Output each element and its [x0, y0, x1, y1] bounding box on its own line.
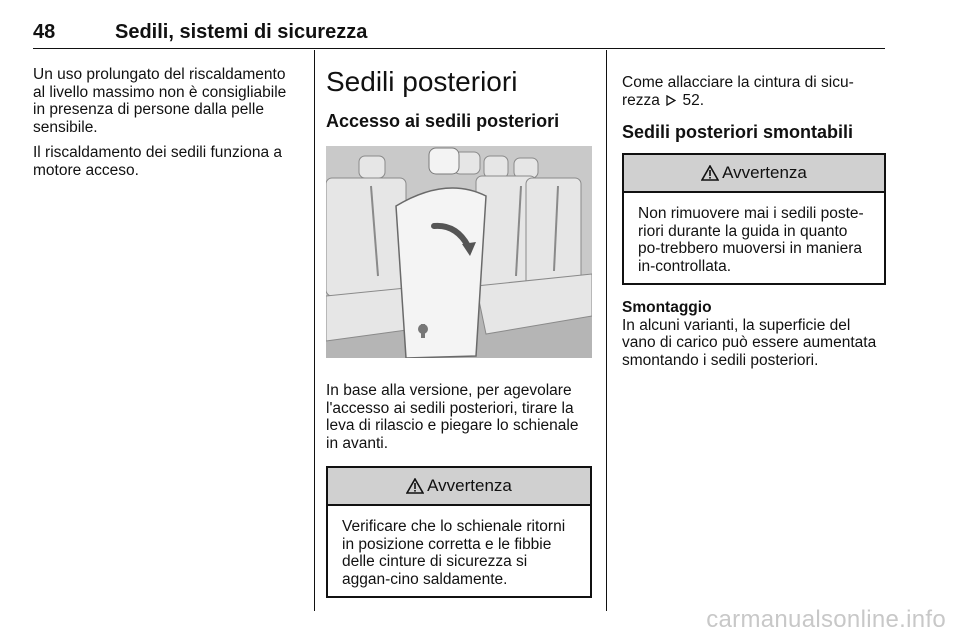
- page-number: 48: [33, 21, 56, 43]
- column-middle: [326, 66, 592, 616]
- warning-title: Avvertenza: [427, 476, 512, 496]
- page-header: [33, 8, 885, 49]
- paragraph: [622, 74, 886, 109]
- watermark: carmanualsonline.info: [706, 606, 946, 633]
- column-divider: [314, 50, 315, 611]
- paragraph: In base alla versione, per agevolare l'accesso ai sedili posteriori, tirare la leva di rilascio e piegare lo schienale in avanti.: [326, 382, 579, 452]
- cross-reference-page: 52.: [682, 91, 705, 109]
- subsection-heading: Accesso ai sedili posteriori: [326, 111, 560, 131]
- warning-triangle-icon: [406, 478, 424, 494]
- paragraph: Un uso prolungato del riscaldamento al livello massimo non è consigliabile in presenza di persone dalla pelle sensibile.: [33, 66, 287, 136]
- paragraph: In alcuni varianti, la superficie del vano di carico può essere aumentata smontando i sedili posteriori.: [622, 316, 877, 369]
- column-divider: [606, 50, 607, 611]
- warning-box: [326, 466, 592, 598]
- warning-text: Verificare che lo schienale ritorni in posizione corretta e le fibbie delle cinture di sicurezza si aggan-cino saldamente.: [342, 518, 566, 588]
- warning-header: [328, 468, 590, 506]
- page-heading: Sedili posteriori: [326, 66, 518, 97]
- minor-heading: Smontaggio: [622, 299, 712, 316]
- warning-text: Non rimuovere mai i sedili poste-riori durante la guida in quanto po-trebbero muoversi in maniera in-controllata.: [638, 205, 864, 275]
- section-title: Sedili, sistemi di sicurezza: [115, 21, 368, 43]
- column-left: [33, 66, 301, 187]
- cross-reference-text: Come allacciare la cintura di sicu-rezza: [622, 74, 854, 109]
- subsection-heading: Sedili posteriori smontabili: [622, 122, 854, 142]
- page-reference-icon: [666, 95, 676, 106]
- column-right: [622, 74, 886, 377]
- warning-title: Avvertenza: [722, 163, 807, 183]
- rear-seats-illustration: [326, 146, 592, 358]
- warning-header: [624, 155, 884, 193]
- warning-box: [622, 153, 886, 285]
- paragraph: Il riscaldamento dei sedili funziona a motore acceso.: [33, 144, 282, 179]
- warning-triangle-icon: [701, 165, 719, 181]
